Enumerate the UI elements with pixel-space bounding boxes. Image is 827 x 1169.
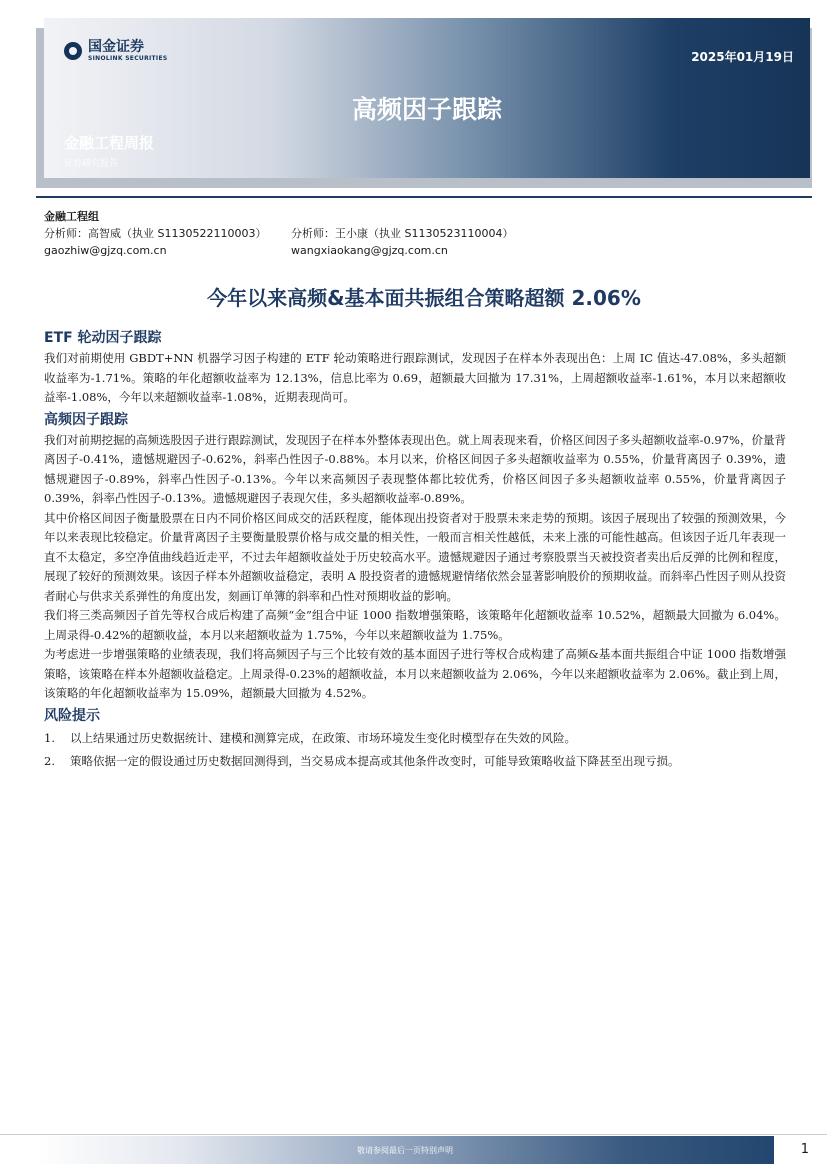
logo-mark-icon [64, 42, 82, 60]
section-title-risk: 风险提示 [44, 707, 100, 724]
logo-en-text: SINOLINK SECURITIES [88, 55, 168, 62]
etf-paragraph: 我们对前期使用 GBDT+NN 机器学习因子构建的 ETF 轮动策略进行跟踪测试，发现因子在样本外表现出色：上周 IC 值达-47.08%，多头超额收益率为-1.71%。策略的年化超额收益率为 12.13%，信息比率为 0.69，超额最大回撤为 17.31%，上周超额收益率-1.61%，本月以来超额收益率-1.08%，今年以来超额收益率-1.08%，近期表现尚可。 [44, 351, 786, 404]
footer-disclaimer: 敬请参阅最后一页特别声明 [357, 1146, 453, 1155]
analyst-1: 分析师：高智威（执业 S1130522110003） [44, 227, 267, 240]
report-subtype: 证券研究报告 [64, 159, 119, 169]
report-body [44, 328, 786, 775]
risk-item [44, 729, 786, 748]
footer-bar [36, 1136, 774, 1164]
hf-paragraph-2: 其中价格区间因子衡量股票在日内不同价格区间成交的活跃程度，能体现出投资者对于股票未来走势的预期。该因子展现出了较强的预测效果，今年以来表现比较稳定。价量背离因子主要衡量股票价格与成交量的相关性，一般而言相关性越低，未来上涨的可能性越高。但该因子近几年表现一直不太稳定，多空净值曲线趋近走平，不过去年超额收益处于历史较高水平。遗憾规避因子通过考察股票当天被投资者卖出后反弹的比例和程度，展现了较好的预测效果。该因子样本外超额收益稳定，表明 A 股投资者的遗憾规避情绪依然会显著影响股价的预期收益。而斜率凸性因子则从投资者耐心与供求关系弹性的角度出发，刻画订单簿的斜率和凸性对预期收益的影响。 [44, 510, 786, 603]
risk-item-text: 策略依据一定的假设通过历史数据回测得到，当交易成本提高或其他条件改变时，可能导致策略收益下降甚至出现亏损。 [70, 753, 680, 768]
risk-item [44, 752, 786, 771]
section-title-etf: ETF 轮动因子跟踪 [44, 330, 162, 346]
report-headline: 今年以来高频&基本面共振组合策略超额 2.06% [207, 286, 641, 310]
analyst-1-email[interactable]: gaozhiw@gjzq.com.cn [44, 244, 167, 257]
company-logo [64, 38, 167, 64]
hf-paragraph-1: 我们对前期挖掘的高频选股因子进行跟踪测试，发现因子在样本外整体表现出色。就上周表现来看，价格区间因子多头超额收益率-0.97%，价量背离因子-0.41%，遗憾规避因子-0.62%，斜率凸性因子-0.88%。本月以来，价格区间因子多头超额收益率为 0.55%，价量背离因子 0.39%，遗憾规避因子-0.89%，斜率凸性因子-0.13%。今年以来高频因子表现整体都比较优秀，价格区间因子多头超额收益率 0.55%，价量背离因子 0.39%，斜率凸性因子-0.13%。遗憾规避因子表现欠佳，多头超额收益率-0.89%。 [44, 432, 786, 505]
report-type: 金融工程周报 [64, 134, 155, 152]
analyst-2: 分析师：王小康（执业 S1130523110004） [291, 227, 514, 240]
risk-item-text: 以上结果通过历史数据统计、建模和测算完成，在政策、市场环境发生变化时模型存在失效的风险。 [70, 730, 576, 745]
report-date: 2025年01月19日 [691, 50, 794, 64]
report-title: 高频因子跟踪 [351, 95, 502, 124]
report-banner [44, 18, 810, 178]
logo-cn-text: 国金证券 [88, 39, 144, 55]
page-number: 1 [800, 1142, 809, 1157]
team-name: 金融工程组 [44, 210, 99, 223]
risk-item-number: 2. [44, 753, 55, 768]
author-block [44, 208, 514, 257]
hf-paragraph-4: 为考虑进一步增强策略的业绩表现，我们将高频因子与三个比较有效的基本面因子进行等权合成构建了高频&基本面共振组合中证 1000 指数增强策略，该策略在样本外超额收益稳定。上周录得-0.23%的超额收益，本月以来超额收益为 2.06%，今年以来超额收益率为 2.06%。截止到上周，该策略的年化超额收益率为 15.09%，超额最大回撤为 4.52%。 [44, 647, 786, 700]
section-title-hf: 高频因子跟踪 [44, 411, 128, 428]
risk-item-number: 1. [44, 730, 55, 745]
hf-paragraph-3: 我们将三类高频因子首先等权合成后构建了高频“金”组合中证 1000 指数增强策略，该策略年化超额收益率 10.52%，超额最大回撤为 6.04%。上周录得-0.42%的超额收益，本月以来超额收益为 1.75%，今年以来超额收益为 1.75%。 [44, 608, 786, 642]
analyst-2-email[interactable]: wangxiaokang@gjzq.com.cn [291, 244, 448, 257]
footer-divider [0, 1134, 827, 1135]
header-divider [36, 196, 812, 198]
